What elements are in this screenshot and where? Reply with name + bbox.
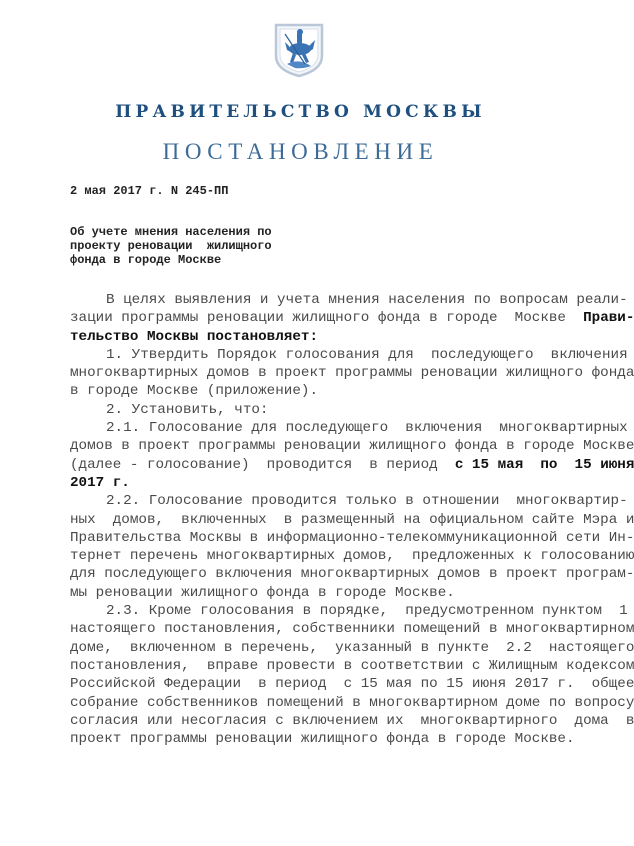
text-line bbox=[70, 456, 634, 474]
text-line: тернет перечень многоквартирных домов, предложенных к голосованию bbox=[70, 548, 634, 565]
text-line: мы реновации жилищного фонда в городе Москве. bbox=[70, 584, 455, 601]
text-line: 2017 г. bbox=[70, 474, 130, 491]
organization-title: ПРАВИТЕЛЬСТВО МОСКВЫ bbox=[115, 102, 486, 122]
text-line: собрание собственников помещений в многоквартирном доме по вопросу bbox=[70, 694, 634, 711]
paragraph-2-3 bbox=[70, 602, 634, 748]
text-line: 2.1. Голосование для последующего включения многоквартирных bbox=[106, 420, 628, 437]
document-subject bbox=[70, 225, 272, 267]
text-line: 2.2. Голосование проводится только в отношении многоквартир- bbox=[106, 493, 628, 510]
moscow-coat-of-arms-emblem bbox=[273, 22, 325, 78]
subject-line: Об учете мнения населения по bbox=[70, 225, 272, 239]
document-type: ПОСТАНОВЛЕНИЕ bbox=[162, 139, 439, 164]
bold-span: Прави- bbox=[583, 310, 634, 327]
document-body bbox=[70, 291, 634, 748]
text-line: 2. Установить, что: bbox=[106, 401, 269, 418]
text-line: 2.3. Кроме голосования в порядке, предусмотренном пунктом 1 bbox=[106, 603, 628, 620]
preamble-paragraph bbox=[70, 291, 634, 346]
text-line: тельство Москвы постановляет: bbox=[70, 328, 318, 345]
text-line bbox=[70, 309, 634, 327]
bold-span: с 15 мая по 15 июня bbox=[454, 456, 634, 473]
text-line: для последующего включения многоквартирных домов в проект програм- bbox=[70, 566, 634, 583]
text-line: 1. Утвердить Порядок голосования для последующего включения bbox=[106, 346, 628, 363]
text-line: проект программы реновации жилищного фонда в городе Москве. bbox=[70, 731, 575, 748]
document-date-number: 2 мая 2017 г. N 245-ПП bbox=[70, 184, 229, 198]
subject-line: фонда в городе Москве bbox=[70, 253, 222, 267]
paragraph-2-1 bbox=[70, 419, 634, 492]
text-line: Правительства Москвы в информационно-телекоммуникационной сети Ин- bbox=[70, 529, 634, 546]
text-line: многоквартирных домов в проект программы реновации жилищного фонда bbox=[70, 365, 634, 382]
text-line: домов в проект программы реновации жилищного фонда в городе Москве bbox=[70, 438, 634, 455]
text-line: в городе Москве (приложение). bbox=[70, 383, 318, 400]
paragraph-1 bbox=[70, 346, 634, 401]
paragraph-2 bbox=[70, 401, 550, 419]
text-line: согласия или несогласия с включением их многоквартирного дома в bbox=[70, 712, 634, 729]
text-span: (далее - голосование) проводится в период bbox=[70, 456, 455, 473]
paragraph-2-2 bbox=[70, 492, 634, 602]
text-line: Российской Федерации в период с 15 мая по 15 июня 2017 г. общее bbox=[70, 676, 634, 693]
text-line: настоящего постановления, собственники помещений в многоквартирном bbox=[70, 621, 634, 638]
text-line: постановления, вправе провести в соответствии с Жилищным кодексом bbox=[70, 657, 634, 674]
subject-line: проекту реновации жилищного bbox=[70, 239, 272, 253]
text-line: доме, включенном в перечень, указанный в пункте 2.2 настоящего bbox=[70, 639, 634, 656]
text-line: ных домов, включенных в размещенный на официальном сайте Мэра и bbox=[70, 511, 634, 528]
text-line: В целях выявления и учета мнения населения по вопросам реали- bbox=[106, 292, 628, 308]
text-span: зации программы реновации жилищного фонда в городе Москве bbox=[70, 310, 584, 327]
